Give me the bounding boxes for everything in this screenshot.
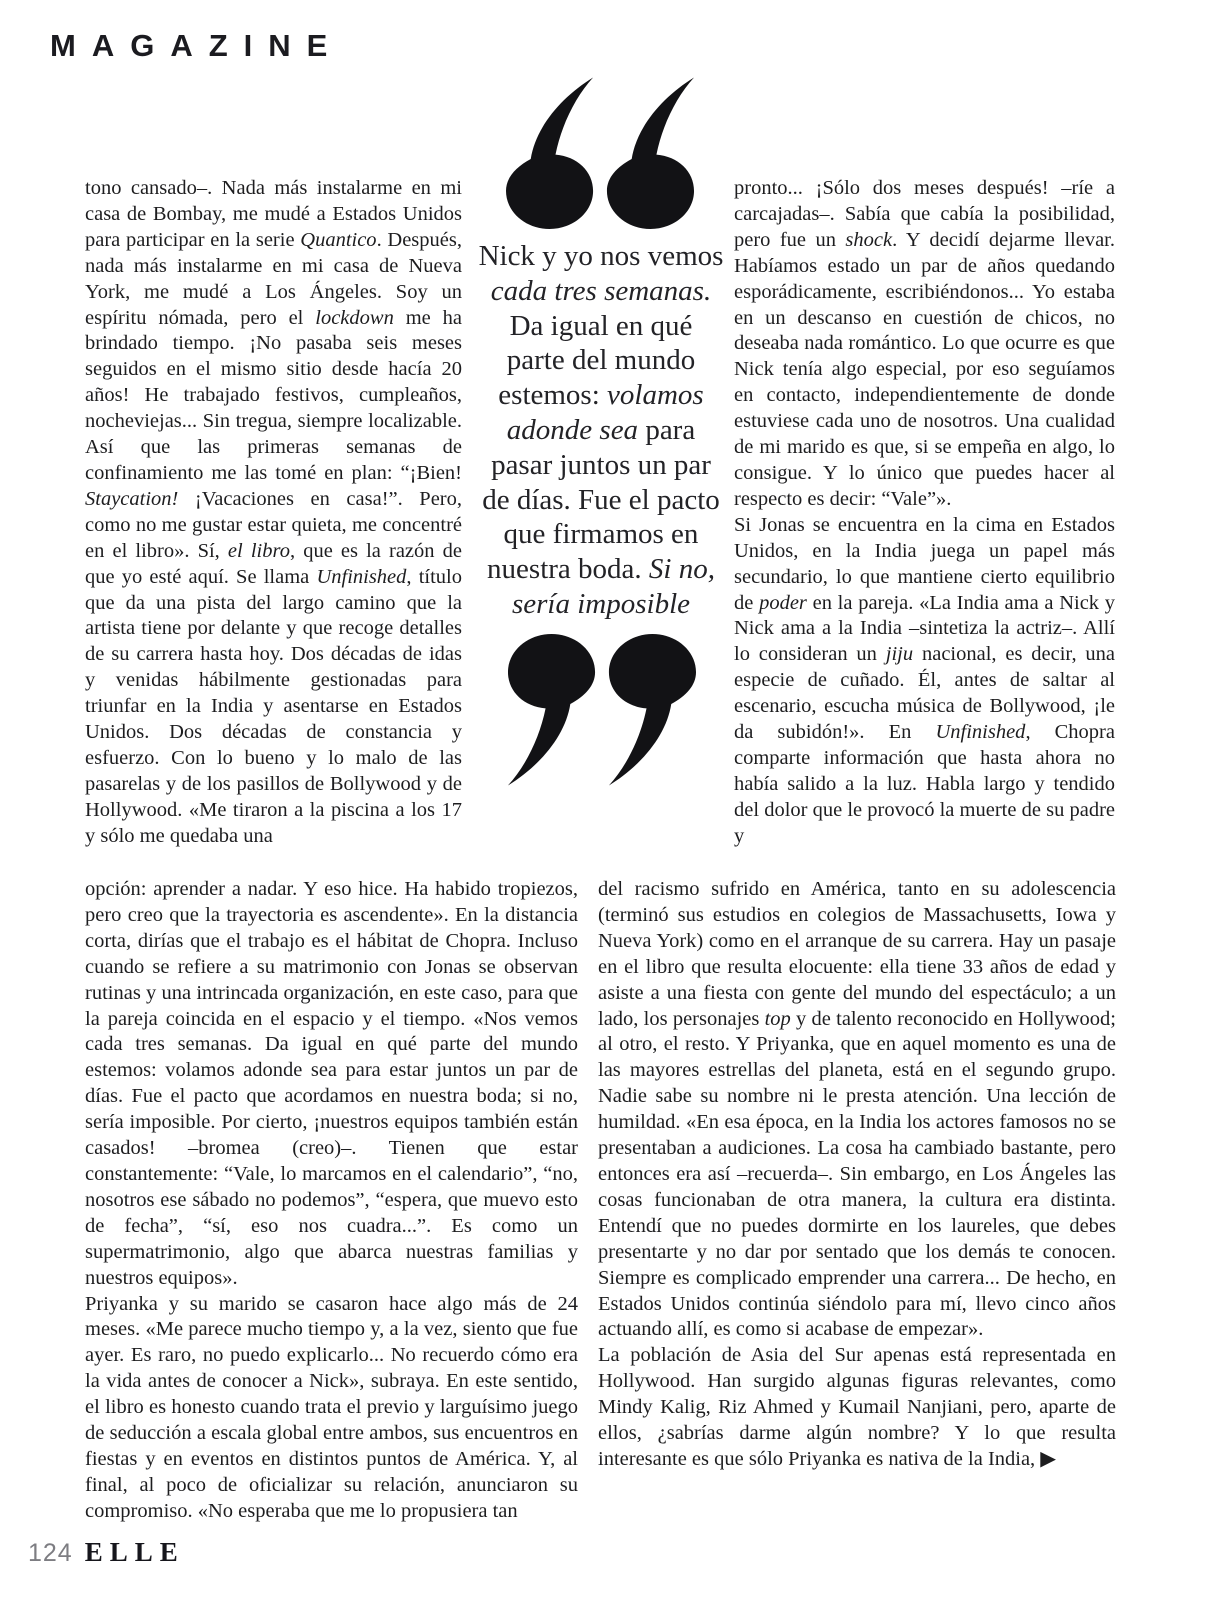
paragraph: tono cansado–. Nada más instalarme en mi casa de Bombay, me mudé a Estados Unidos para participar en la serie Quantico. Después, nada más instalarme en mi casa de Nueva York, me mudé a Los Ángeles. Soy un espíritu nómada, pero el lockdown me ha brindado tiempo. ¡No pasaba seis meses seguidos en el mismo sitio desde hacía 20 años! He trabajado festivos, cumpleaños, nocheviejas... Sin tregua, siempre localizable. Así que las primeras semanas de confinamiento me las tomé en plan: “¡Bien! Staycation! ¡Vacaciones en casa!”. Pero, como no me gustar estar quieta, me concentré en el libro». Sí, el libro, que es la razón de que yo esté aquí. Se llama Unfinished, título que da una pista del largo camino que la artista tiene por delante y que recoge detalles de su carrera hasta hoy. Dos décadas de idas y venidas hábilmente gestionadas para triunfar en la India y asentarse en Estados Unidos. Dos décadas de constancia y esfuerzo. Con lo bueno y lo malo de las pasarelas y de los pasillos de Bollywood y de Hollywood. «Me tiraron a la piscina a los 17 y sólo me quedaba una bbox=[85, 177, 462, 847]
paragraph: del racismo sufrido en América, tanto en su adolescencia (terminó sus estudios en colegios de Massachusetts, Iowa y Nueva York) como en el arranque de su carrera. Hay un pasaje en el libro que resulta elocuente: ella tiene 33 años de edad y asiste a una fiesta con gente del mundo del espectáculo; a un lado, los personajes top y de talento reconocido en Hollywood; al otro, el resto. Y Priyanka, que en aquel momento es una de las mayores estrellas del planeta, está en el segundo grupo. Nadie sabe su nombre ni le presta atención. Una lección de humildad. «En esa época, en la India los actores famosos no se presentaban a audiciones. La cosa ha cambiado bastante, pero entonces era así –recuerda–. Sin embargo, en Los Ángeles las cosas funcionaban de otra manera, la cultura era distinta. Entendí que no puedes dormirte en los laureles, que debes presentarte y no dar por sentado que los demás te conocen. Siempre es complicado emprender una carrera... De hecho, en Estados Unidos continúa siéndolo para mí, llevo cinco años actuando allí, es como si acabase de empezar». bbox=[598, 878, 1116, 1341]
close-quote-icon bbox=[506, 634, 696, 789]
magazine-masthead: MAGAZINE bbox=[50, 28, 344, 63]
paragraph: Si Jonas se encuentra en la cima en Estados Unidos, en la India juega un papel más secundario, lo que mantiene cierto equilibrio de poder en la pareja. «La India ama a Nick y Nick ama a la India –sintetiza la actriz–. Allí lo consideran un jiju nacional, es decir, una especie de cuñado. Él, antes de saltar al escenario, escucha música de Bollywood, ¡le da subidón!». En Unfinished, Chopra comparte información que hasta ahora no había salido a la luz. Habla largo y tendido del dolor que le provocó la muerte de su padre y bbox=[734, 513, 1116, 847]
column-right-narrow bbox=[734, 176, 1115, 850]
column-right-wide bbox=[598, 877, 1116, 1473]
paragraph: La población de Asia del Sur apenas está representada en Hollywood. Han surgido algunas figuras relevantes, como Mindy Kalig, Riz Ahmed y Kumail Nanjiani, pero, aparte de ellos, ¿sabrías darme algún nombre? Y lo que resulta interesante es que sólo Priyanka es nativa de la India, ▶ bbox=[598, 1344, 1116, 1470]
pull-quote-text: Nick y yo nos vemos cada tres semanas. Da igual en qué parte del mundo estemos: volamos adonde sea para pasar juntos un par de días. Fue el pacto que firmamos en nuestra boda. Si no, sería imposible bbox=[478, 240, 724, 620]
page-footer bbox=[28, 1537, 185, 1568]
paragraph: Priyanka y su marido se casaron hace algo más de 24 meses. «Me parece mucho tiempo y, a la vez, siento que fue ayer. Es raro, no puedo explicarlo... No recuerdo cómo era la vida antes de conocer a Nick», subraya. En este sentido, el libro es honesto cuando trata el previo y larguísimo juego de seducción a escala global entre ambos, sus encuentros en fiestas y en eventos en distintos puntos de América. Y, al final, al poco de oficializar su relación, anunciaron su compromiso. «No esperaba que me lo propusiera tan bbox=[85, 1292, 578, 1522]
column-left-wide bbox=[85, 877, 578, 1525]
page-number: 124 bbox=[28, 1539, 73, 1567]
paragraph: pronto... ¡Sólo dos meses después! –ríe a carcajadas–. Sabía que cabía la posibilidad, pero fue un shock. Y decidí dejarme llevar. Habíamos estado un par de años quedando esporádicamente, escribiéndonos... Yo estaba en un descanso en cuestión de chicos, no deseaba nada romántico. Lo que ocurre es que Nick tenía algo especial, por eso seguíamos en contacto, independientemente de donde estuviese cada uno de nosotros. Una cualidad de mi marido es que, si se empeña en algo, lo consigue. Y lo único que puedes hacer al respecto es decir: “Vale”». bbox=[734, 177, 1115, 510]
column-left-narrow bbox=[85, 176, 462, 850]
elle-logo: ELLE bbox=[84, 1537, 185, 1567]
paragraph: opción: aprender a nadar. Y eso hice. Ha habido tropiezos, pero creo que la trayectoria es ascendente». En la distancia corta, dirías que el trabajo es el hábitat de Chopra. Incluso cuando se refiere a su matrimonio con Jonas se observan rutinas y una intrincada organización, en este caso, para que la pareja coincida en el espacio y el tiempo. «Nos vemos cada tres semanas. Da igual en qué parte del mundo estemos: volamos adonde sea para estar juntos un par de días. Fue el pacto que acordamos en nuestra boda; si no, sería imposible. Por cierto, ¡nuestros equipos también están casados! –bromea (creo)–. Tienen que estar constantemente: “Vale, lo marcamos en el calendario”, “no, nosotros ese sábado no podemos”, “espera, que muevo esto de fecha”, “sí, eso nos cuadra...”. Es como un supermatrimonio, algo que abarca nuestras familias y nuestros equipos». bbox=[85, 878, 578, 1289]
pull-quote bbox=[452, 74, 750, 789]
open-quote-icon bbox=[506, 74, 696, 229]
